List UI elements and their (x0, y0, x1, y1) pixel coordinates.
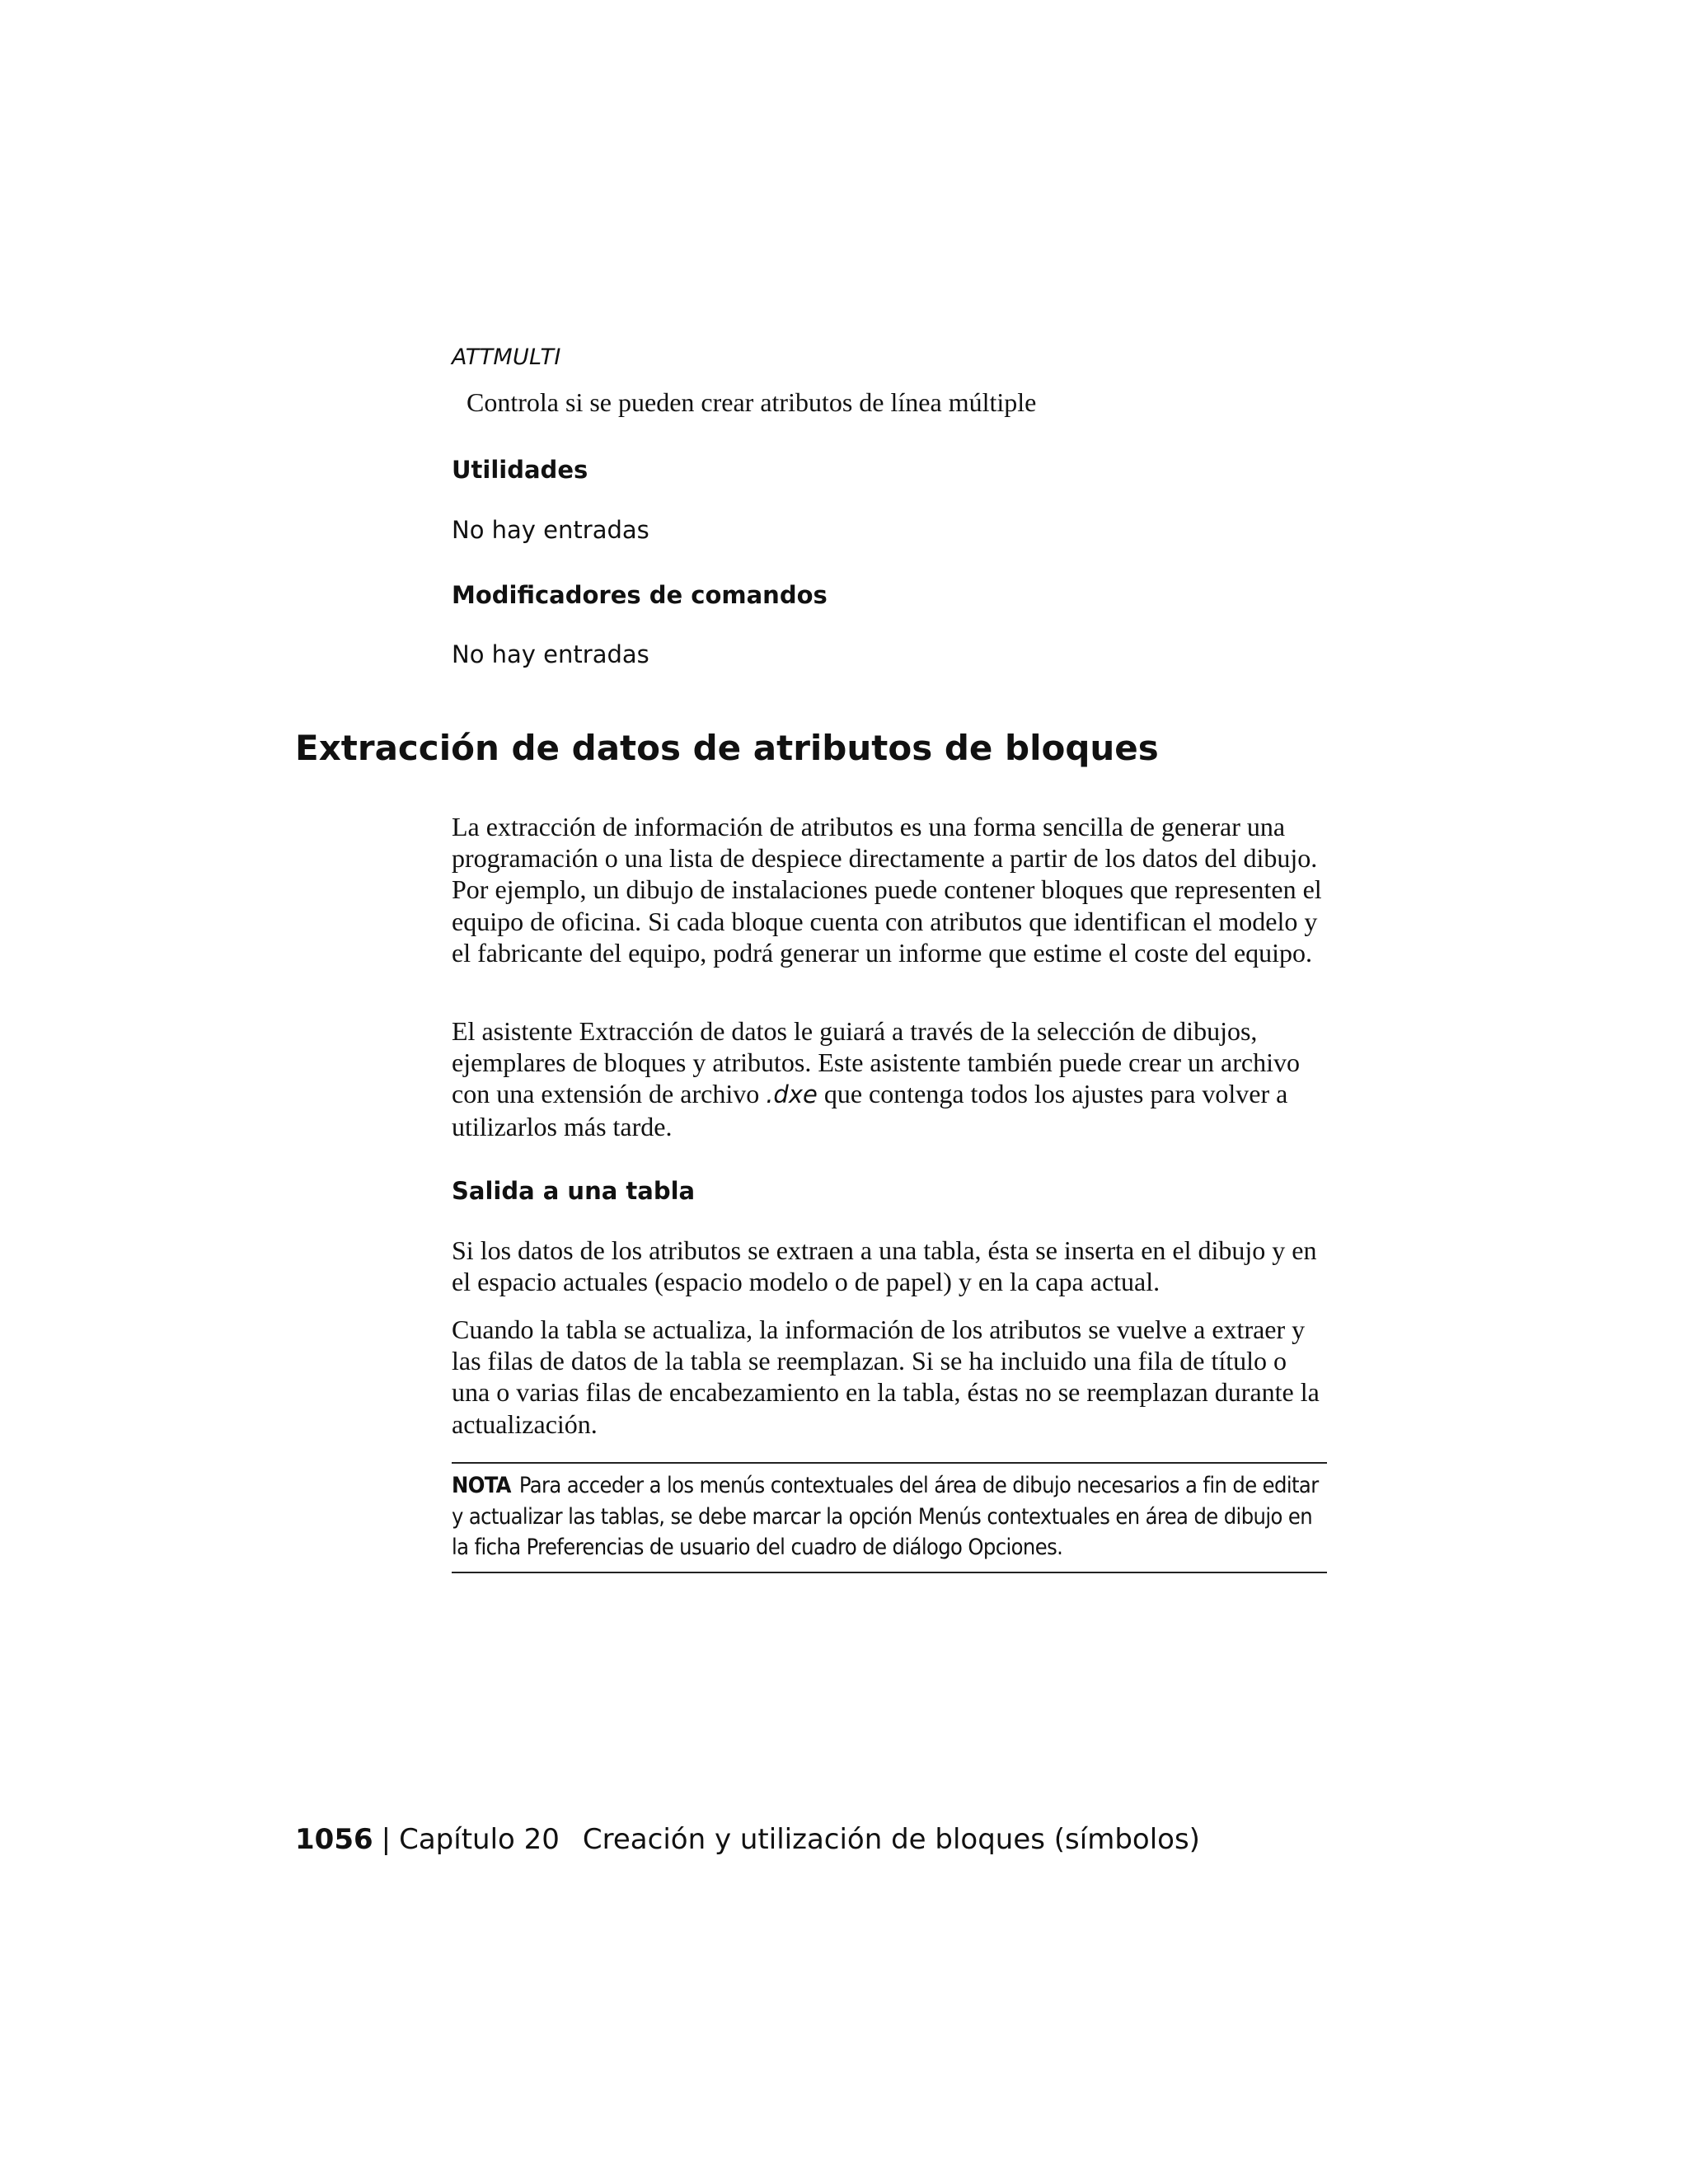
section-title: Extracción de datos de atributos de bloques (295, 728, 1159, 768)
system-variable-description: Controla si se pueden crear atributos de línea múltiple (467, 387, 1037, 417)
paragraph-text: El asistente Extracción de datos le guiará a través de la selección de dibujos, ejemplares de bloques y atributos. Este asistente también puede crear un archivo con una extensión de archivo (452, 1016, 1300, 1109)
subsection-heading: Salida a una tabla (452, 1177, 696, 1205)
body-paragraph: Cuando la tabla se actualiza, la información de los atributos se vuelve a extraer y las filas de datos de la tabla se reemplazan. Si se ha incluido una fila de título o una o varias filas de encabezamiento en la tabla, éstas no se reemplazan durante la actualización. (452, 1315, 1320, 1439)
body-paragraph (452, 1015, 1327, 1142)
note (452, 1470, 1327, 1563)
utilities-text: No hay entradas (452, 516, 649, 544)
system-variable-name: ATTMULTI (452, 344, 561, 370)
note-box (452, 1462, 1327, 1573)
page-number: 1056 (295, 1823, 373, 1856)
body-paragraph: Si los datos de los atributos se extraen a una tabla, ésta se inserta en el dibujo y en el espacio actuales (espacio modelo o de papel) y en la capa actual. (452, 1235, 1317, 1297)
note-label: NOTA (452, 1473, 511, 1498)
footer-chapter-title: Creación y utilización de bloques (símbolos) (582, 1823, 1200, 1856)
utilities-heading: Utilidades (452, 456, 588, 484)
note-text: Para acceder a los menús contextuales del área de dibujo necesarios a fin de editar y actualizar las tablas, se debe marcar la opción Menús contextuales en área de dibujo en la ficha Preferencias de usuario del cuadro de diálogo Opciones. (452, 1473, 1319, 1560)
body-paragraph: La extracción de información de atributos es una forma sencilla de generar una programación o una lista de despiece directamente a partir de los datos del dibujo. Por ejemplo, un dibujo de instalaciones puede contener bloques que representen el equipo de oficina. Si cada bloque cuenta con atributos que identifican el modelo y el fabricante del equipo, podrá generar un informe que estime el coste del equipo. (452, 812, 1322, 968)
footer-separator: | (381, 1823, 392, 1856)
footer-chapter: Capítulo 20 (399, 1823, 560, 1856)
command-modifiers-text: No hay entradas (452, 640, 649, 668)
command-modifiers-heading: Modificadores de comandos (452, 581, 828, 609)
paragraph-text: que contenga todos los ajustes para volver a utilizarlos más tarde. (452, 1079, 1288, 1141)
page-footer (295, 1823, 1200, 1856)
file-extension: .dxe (766, 1080, 818, 1109)
